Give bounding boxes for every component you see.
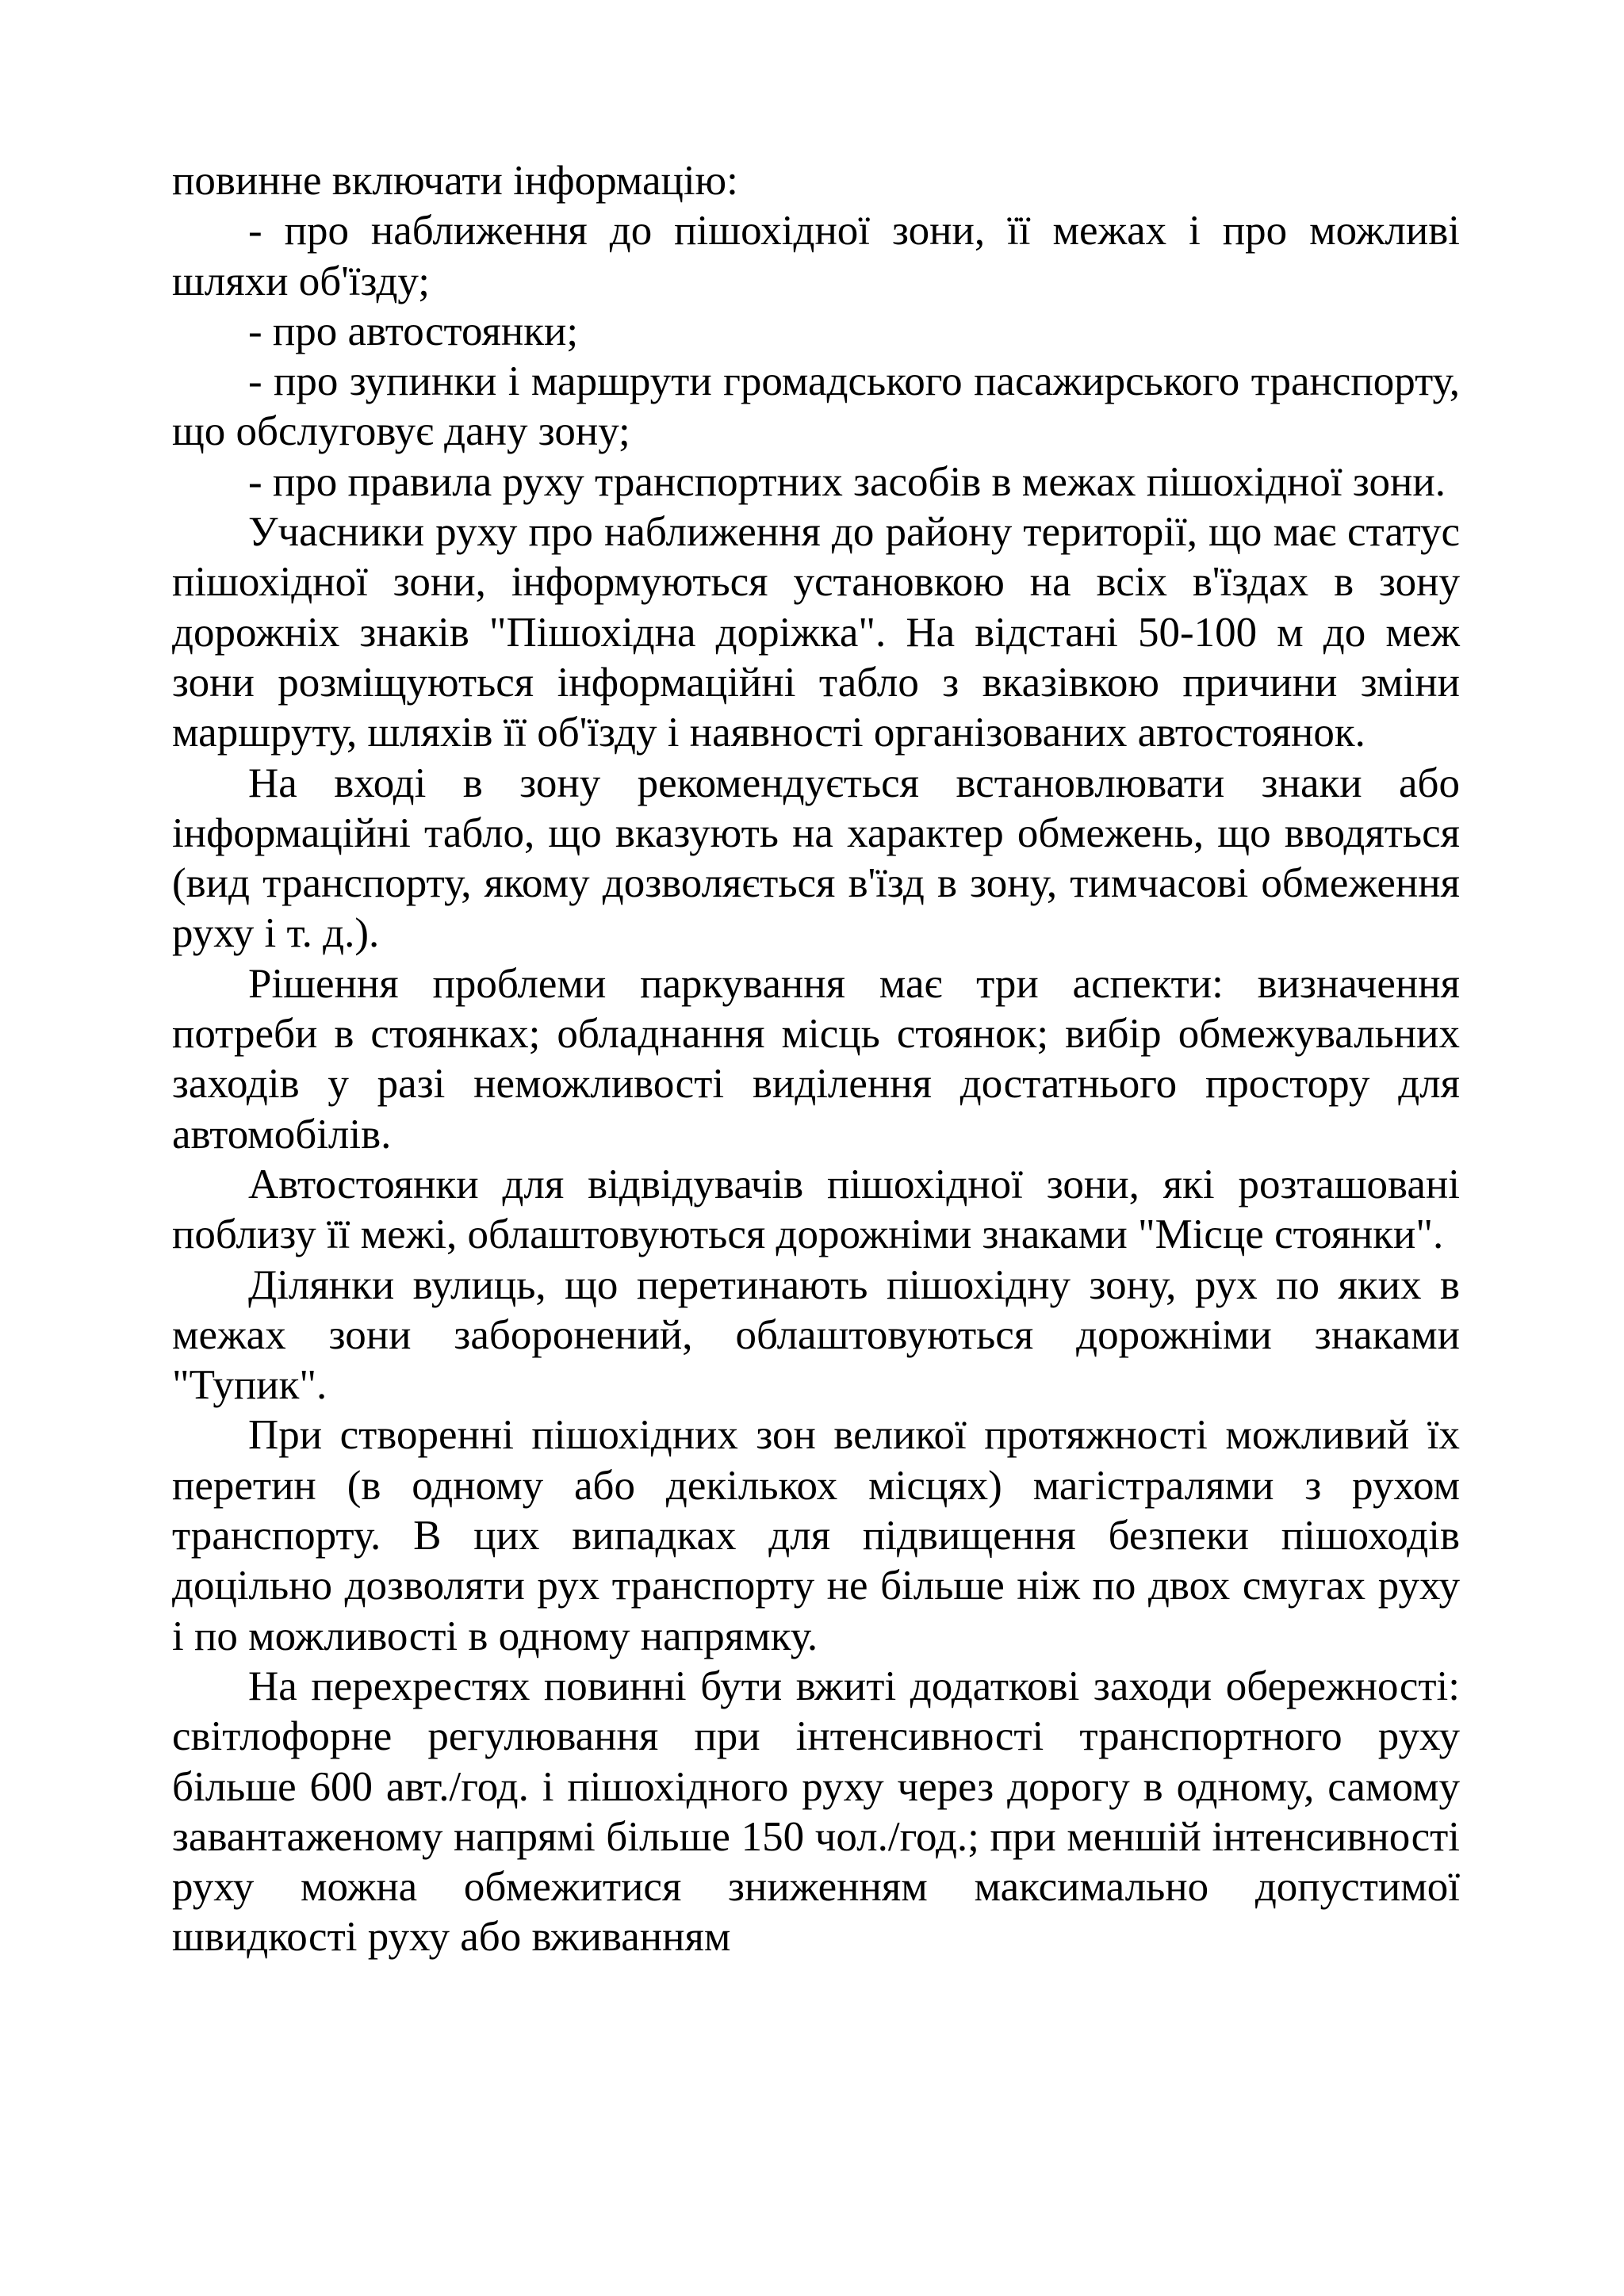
list-item-pedestrian-zone: - про наближення до пішохідної зони, її межах і про можливі шляхи об'їзду; bbox=[172, 208, 1460, 304]
paragraph-parking-problem: Рішення проблеми паркування має три аспекти: визначення потреби в стоянках; обладнання місць стоянок; вибір обмежувальних заходів у разі неможливості виділення достатнього простору для автомобілів. bbox=[172, 960, 1460, 1158]
paragraph-zone-entrance: На вході в зону рекомендується встановлювати знаки або інформаційні табло, що вказують на характер обмежень, що вводяться (вид транспорту, якому дозволяється в'їзд в зону, тимчасові обмеження руху і т. д.). bbox=[172, 760, 1460, 957]
paragraph-car-parks: Автостоянки для відвідувачів пішохідної зони, які розташовані поблизу її межі, облаштовуються дорожніми знаками "Місце стоянки". bbox=[172, 1161, 1460, 1258]
paragraph-dead-end-streets: Ділянки вулиць, що перетинають пішохідну зону, рух по яких в межах зони заборонений, облаштовуються дорожніми знаками "Тупик". bbox=[172, 1261, 1460, 1409]
paragraph-continuation: повинне включати інформацію: bbox=[172, 158, 738, 204]
document-page bbox=[172, 156, 1460, 1963]
list-item-parking: - про автостоянки; bbox=[248, 308, 579, 354]
paragraph-road-users: Учасники руху про наближення до району території, що має статус пішохідної зони, інформуються установкою на всіх в'їздах в зону дорожніх знаків "Пішохідна доріжка". На відстані 50-100 м до меж зони розміщуються інформаційні табло з вказівкою причини зміни маршруту, шляхів її об'їзду і наявності організованих автостоянок. bbox=[172, 509, 1460, 756]
paragraph-long-zones: При створенні пішохідних зон великої протяжності можливий їх перетин (в одному або декількох місцях) магістралями з рухом транспорту. В цих випадках для підвищення безпеки пішоходів доцільно дозволяти рух транспорту не більше ніж по двох смугах руху і по можливості в одному напрямку. bbox=[172, 1412, 1460, 1659]
list-item-public-transport: - про зупинки і маршрути громадського пасажирського транспорту, що обслуговує дану зону; bbox=[172, 358, 1460, 455]
list-item-traffic-rules: - про правила руху транспортних засобів в межах пішохідної зони. bbox=[248, 458, 1446, 505]
paragraph-intersections: На перехрестях повинні бути вжиті додаткові заходи обережності: світлофорне регулювання при інтенсивності транспортного руху більше 600 авт./год. і пішохідного руху через дорогу в одному, самому завантаженому напрямі більше 150 чол./год.; при меншій інтенсивності руху можна обмежитися зниженням максимально допустимої швидкості руху або вживанням bbox=[172, 1663, 1460, 1961]
